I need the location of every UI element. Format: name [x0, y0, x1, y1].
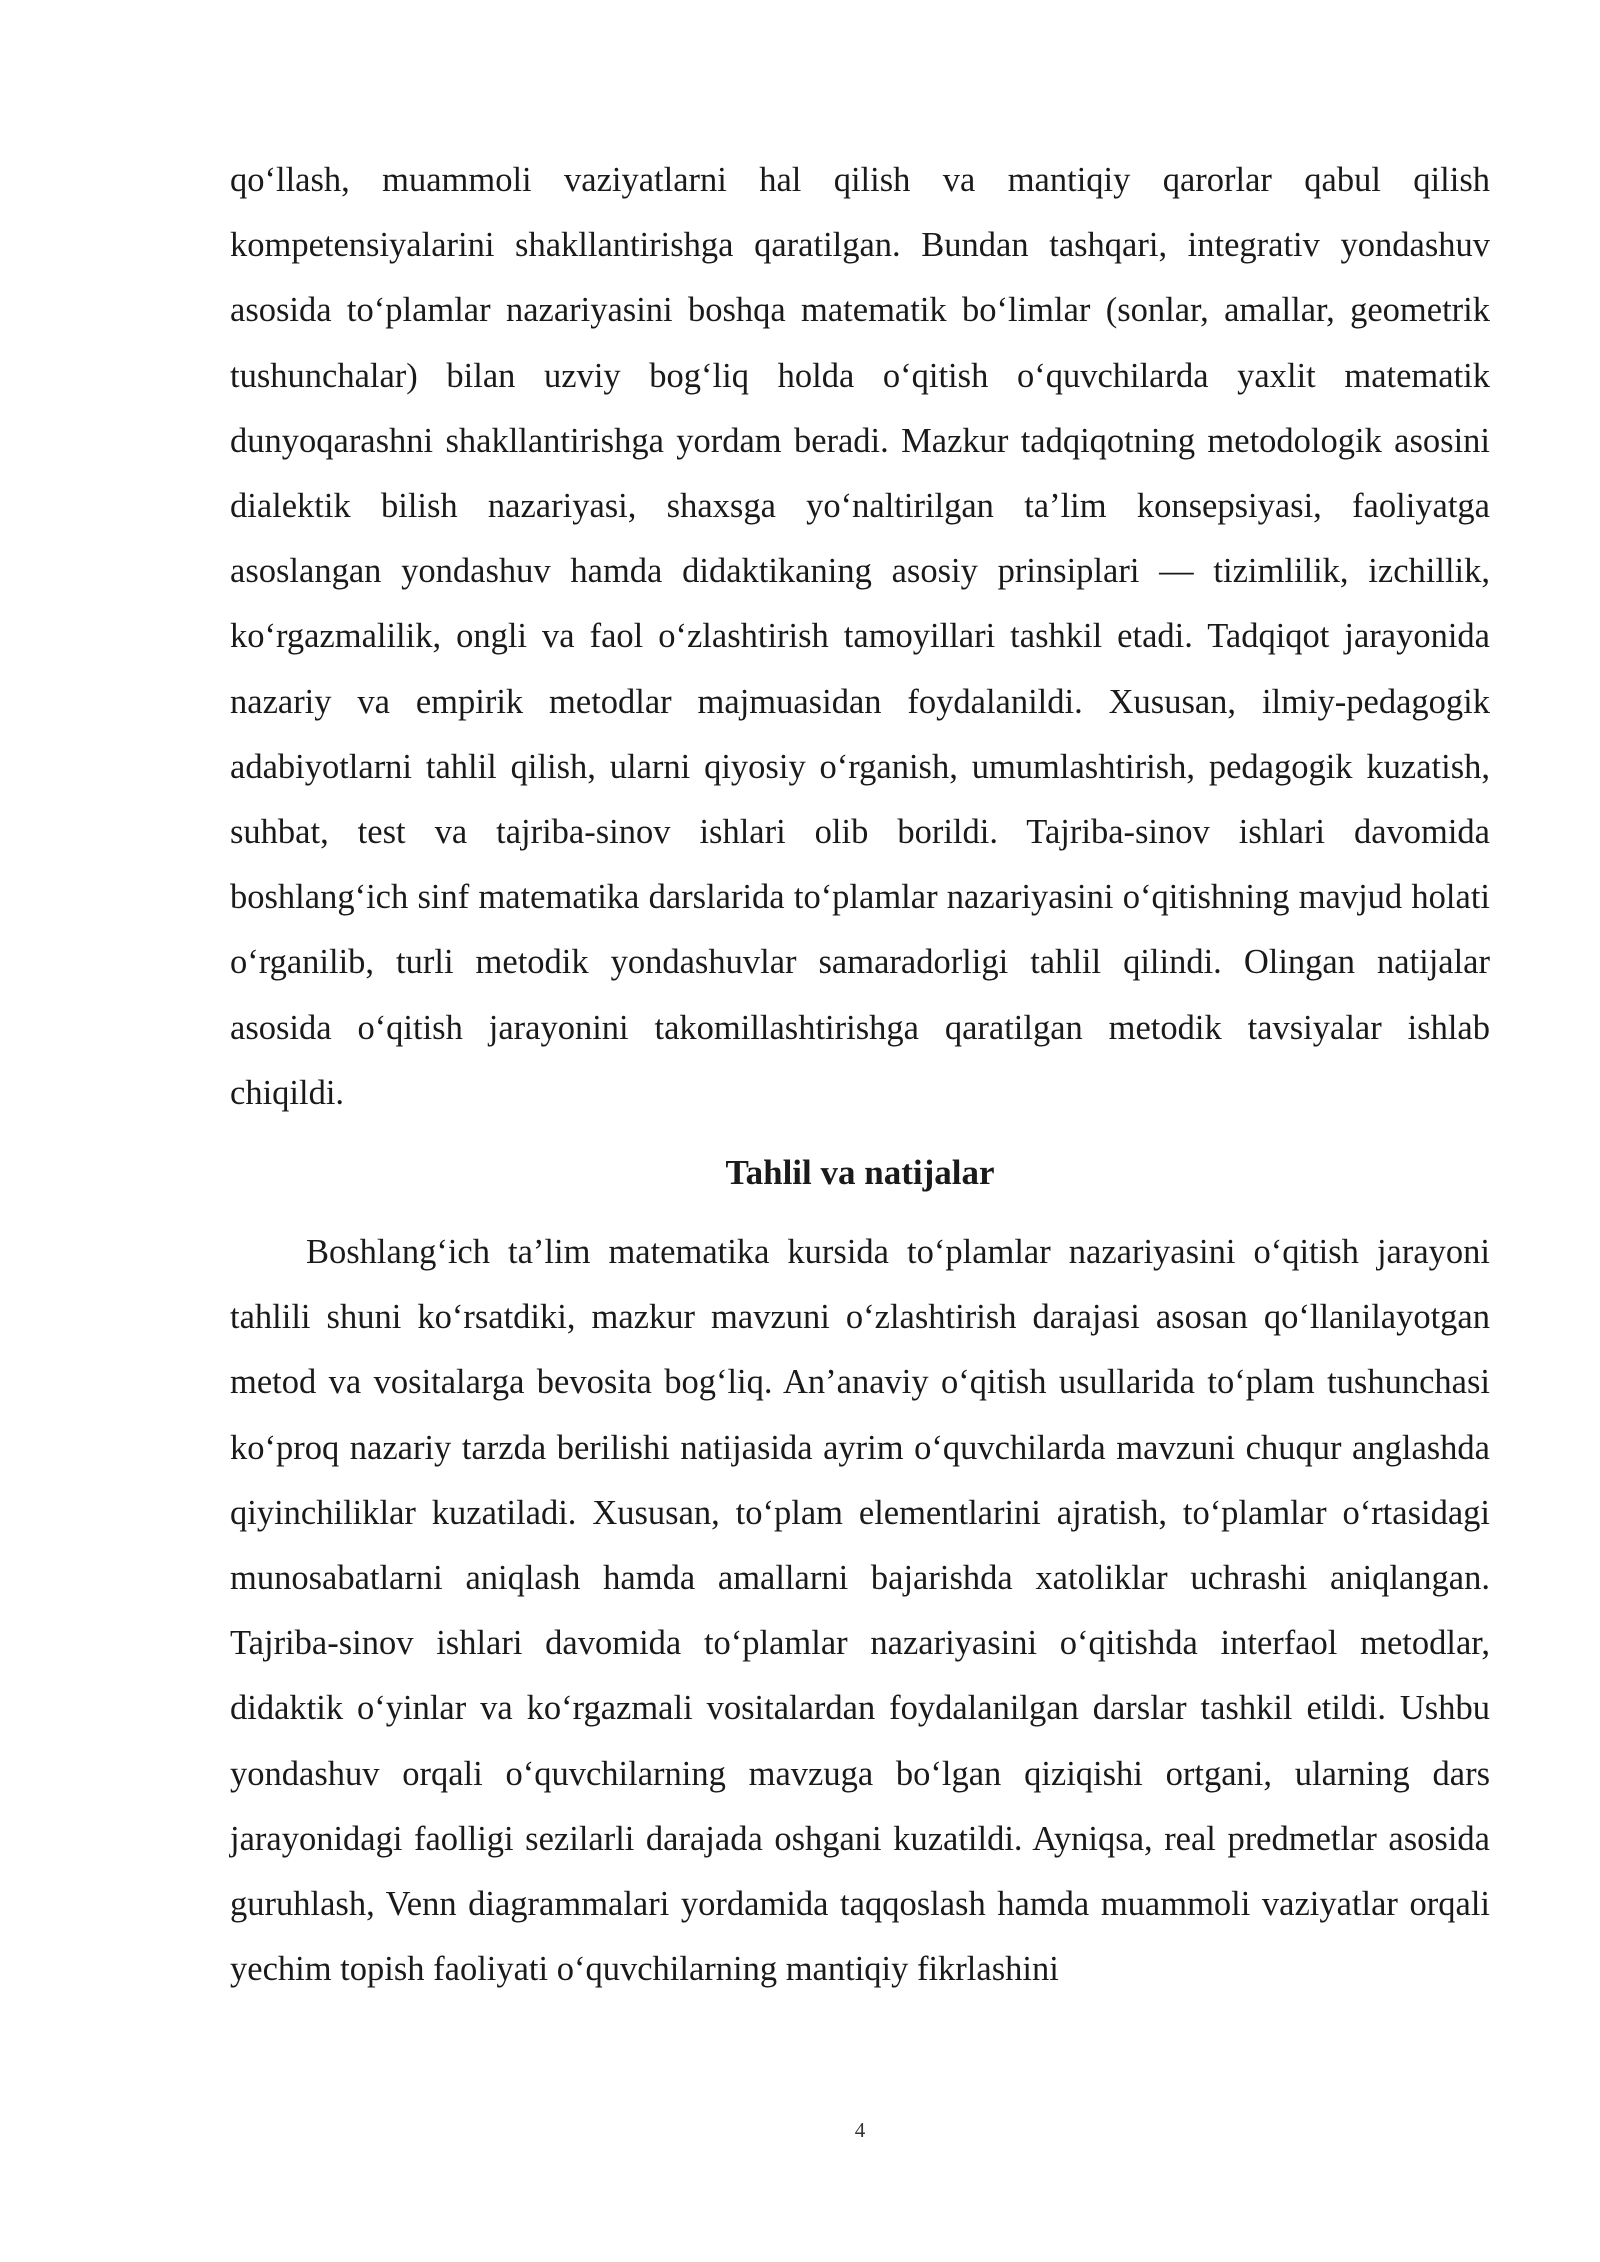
body-paragraph: qo‘llash, muammoli vaziyatlarni hal qilish va mantiqiy qarorlar qabul qilish kompetensiyalarini shakllantirishga qaratilgan. Bundan tashqari, integrativ yondashuv asosida to‘plamlar nazariyasini boshqa matematik bo‘limlar (sonlar, amallar, geometrik tushunchalar) bilan uzviy bog‘liq holda o‘qitish o‘quvchilarda yaxlit matematik dunyoqarashni shakllantirishga yordam beradi. Mazkur tadqiqotning metodologik asosini dialektik bilish nazariyasi, shaxsga yo‘naltirilgan ta’lim konsepsiyasi, faoliyatga asoslangan yondashuv hamda didaktikaning asosiy prinsiplari — tizimlilik, izchillik, ko‘rgazmalilik, ongli va faol o‘zlashtirish tamoyillari tashkil etadi. Tadqiqot jarayonida nazariy va empirik metodlar majmuasidan foydalanildi. Xususan, ilmiy-pedagogik adabiyotlarni tahlil qilish, ularni qiyosiy o‘rganish, umumlashtirish, pedagogik kuzatish, suhbat, test va tajriba-sinov ishlari olib borildi. Tajriba-sinov ishlari davomida boshlang‘ich sinf matematika darslarida to‘plamlar nazariyasini o‘qitishning mavjud holati o‘rganilib, turli metodik yondashuvlar samaradorligi tahlil qilindi. Olingan natijalar asosida o‘qitish jarayonini takomillashtirishga qaratilgan metodik tavsiyalar ishlab chiqildi. [230, 161, 1490, 1112]
page-number: 4 [854, 2118, 866, 2142]
body-paragraph: Boshlang‘ich ta’lim matematika kursida to‘plamlar nazariyasini o‘qitish jarayoni tahlili shuni ko‘rsatdiki, mazkur mavzuni o‘zlashtirish darajasi asosan qo‘llanilayotgan metod va vositalarga bevosita bog‘liq. An’anaviy o‘qitish usullarida to‘plam tushunchasi ko‘proq nazariy tarzda berilishi natijasida ayrim o‘quvchilarda mavzuni chuqur anglashda qiyinchiliklar kuzatiladi. Xususan, to‘plam elementlarini ajratish, to‘plamlar o‘rtasidagi munosabatlarni aniqlash hamda amallarni bajarishda xatoliklar uchrashi aniqlangan. Tajriba-sinov ishlari davomida to‘plamlar nazariyasini o‘qitishda interfaol metodlar, didaktik o‘yinlar va ko‘rgazmali vositalardan foydalanilgan darslar tashkil etildi. Ushbu yondashuv orqali o‘quvchilarning mavzuga bo‘lgan qiziqishi ortgani, ularning dars jarayonidagi faolligi sezilarli darajada oshgani kuzatildi. Ayniqsa, real predmetlar asosida guruhlash, Venn diagrammalari yordamida taqqoslash hamda muammoli vaziyatlar orqali yechim topish faoliyati o‘quvchilarning mantiqiy fikrlashini [230, 1233, 1490, 1989]
document-page [230, 148, 1490, 2002]
section-heading: Tahlil va natijalar [725, 1153, 995, 1193]
